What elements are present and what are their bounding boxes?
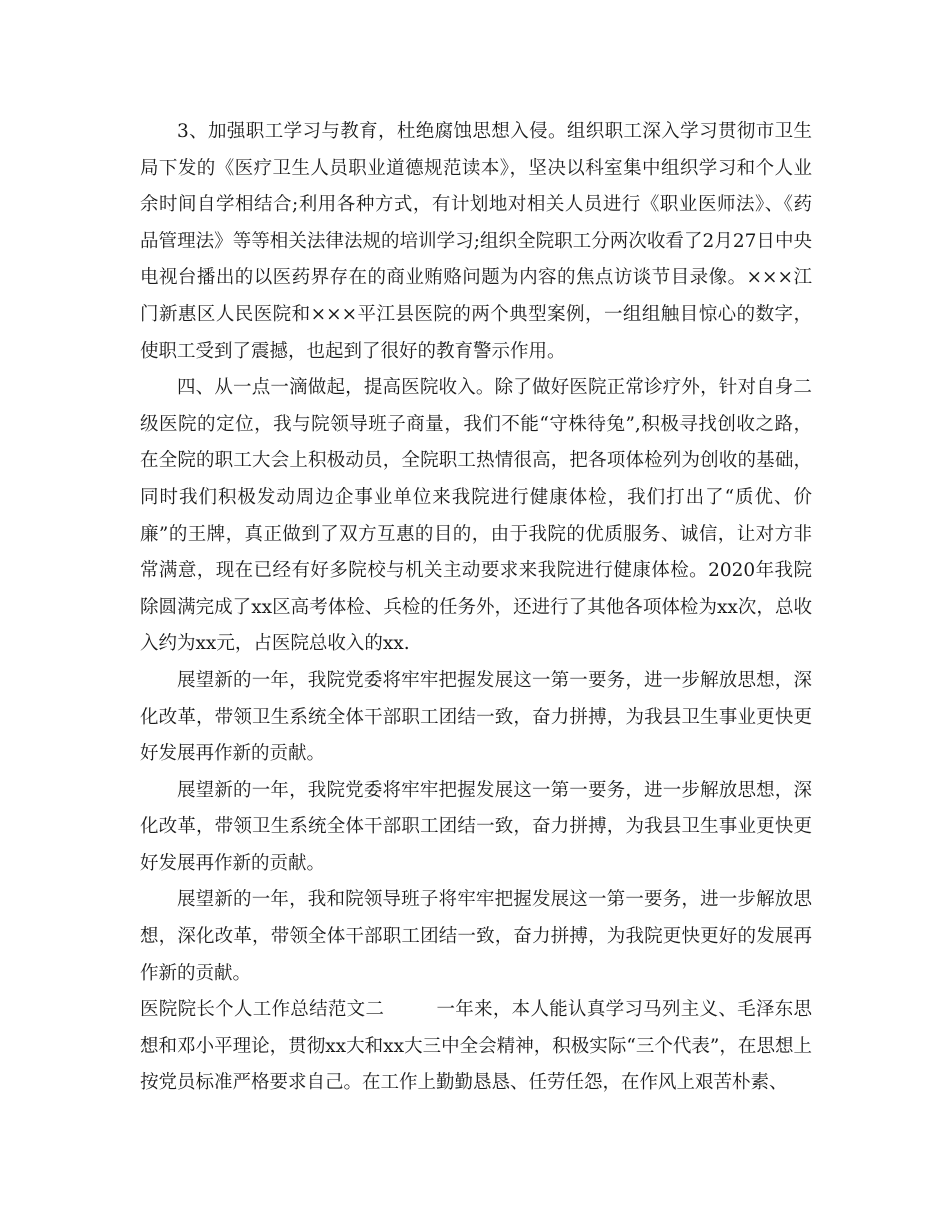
section-title: 医院院长个人工作总结范文二 [140,999,385,1021]
paragraph-outlook-2: 展望新的一年，我院党委将牢牢把握发展这一第一要务，进一步解放思想，深化改革，带领卫生系统全体干部职工团结一致，奋力拼搏，为我县卫生事业更快更好发展再作新的贡献。 [140,779,812,874]
section-body: 一年来，本人能认真学习马列主义、毛泽东思想和邓小平理论，贯彻xx大和xx大三中全会精神，积极实际“三个代表”，在思想上按党员标准严格要求自己。在工作上勤勤恳恳、任劳任怨，在作风上艰苦朴素、 [140,999,812,1094]
document-body [140,114,812,1102]
paragraph-education: 3、加强职工学习与教育，杜绝腐蚀思想入侵。组织职工深入学习贯彻市卫生局下发的《医疗卫生人员职业道德规范读本》，坚决以科室集中组织学习和个人业余时间自学相结合;利用各种方式，有计划地对相关人员进行《职业医师法》、《药品管理法》等等相关法律法规的培训学习;组织全院职工分两次收看了2月27日中央电视台播出的以医药界存在的商业贿赂问题为内容的焦点访谈节目录像。×××江门新惠区人民医院和×××平江县医院的两个典型案例，一组组触目惊心的数字，使职工受到了震撼，也起到了很好的教育警示作用。 [140,121,812,362]
paragraph-outlook-1: 展望新的一年，我院党委将牢牢把握发展这一第一要务，进一步解放思想，深化改革，带领卫生系统全体干部职工团结一致，奋力拼搏，为我县卫生事业更快更好发展再作新的贡献。 [140,669,812,765]
paragraph-hospital-income: 四、从一点一滴做起，提高医院收入。除了做好医院正常诊疗外，针对自身二级医院的定位，我与院领导班子商量，我们不能“守株待兔”,积极寻找创收之路，在全院的职工大会上积极动员，全院职工热情很高，把各项体检列为创收的基础，同时我们积极发动周边企事业单位来我院进行健康体检，我们打出了“质优、价廉”的王牌，真正做到了双方互惠的目的，由于我院的优质服务、诚信，让对方非常满意，现在已经有好多院校与机关主动要求来我院进行健康体检。2020年我院除圆满完成了xx区高考体检、兵检的任务外，还进行了其他各项体检为xx次，总收入约为xx元，占医院总收入的xx. [140,377,812,655]
paragraph-outlook-3: 展望新的一年，我和院领导班子将牢牢把握发展这一第一要务，进一步解放思想，深化改革，带领全体干部职工团结一致，奋力拼搏，为我院更快更好的发展再作新的贡献。 [140,889,812,984]
paragraph-section-two [140,992,812,1102]
